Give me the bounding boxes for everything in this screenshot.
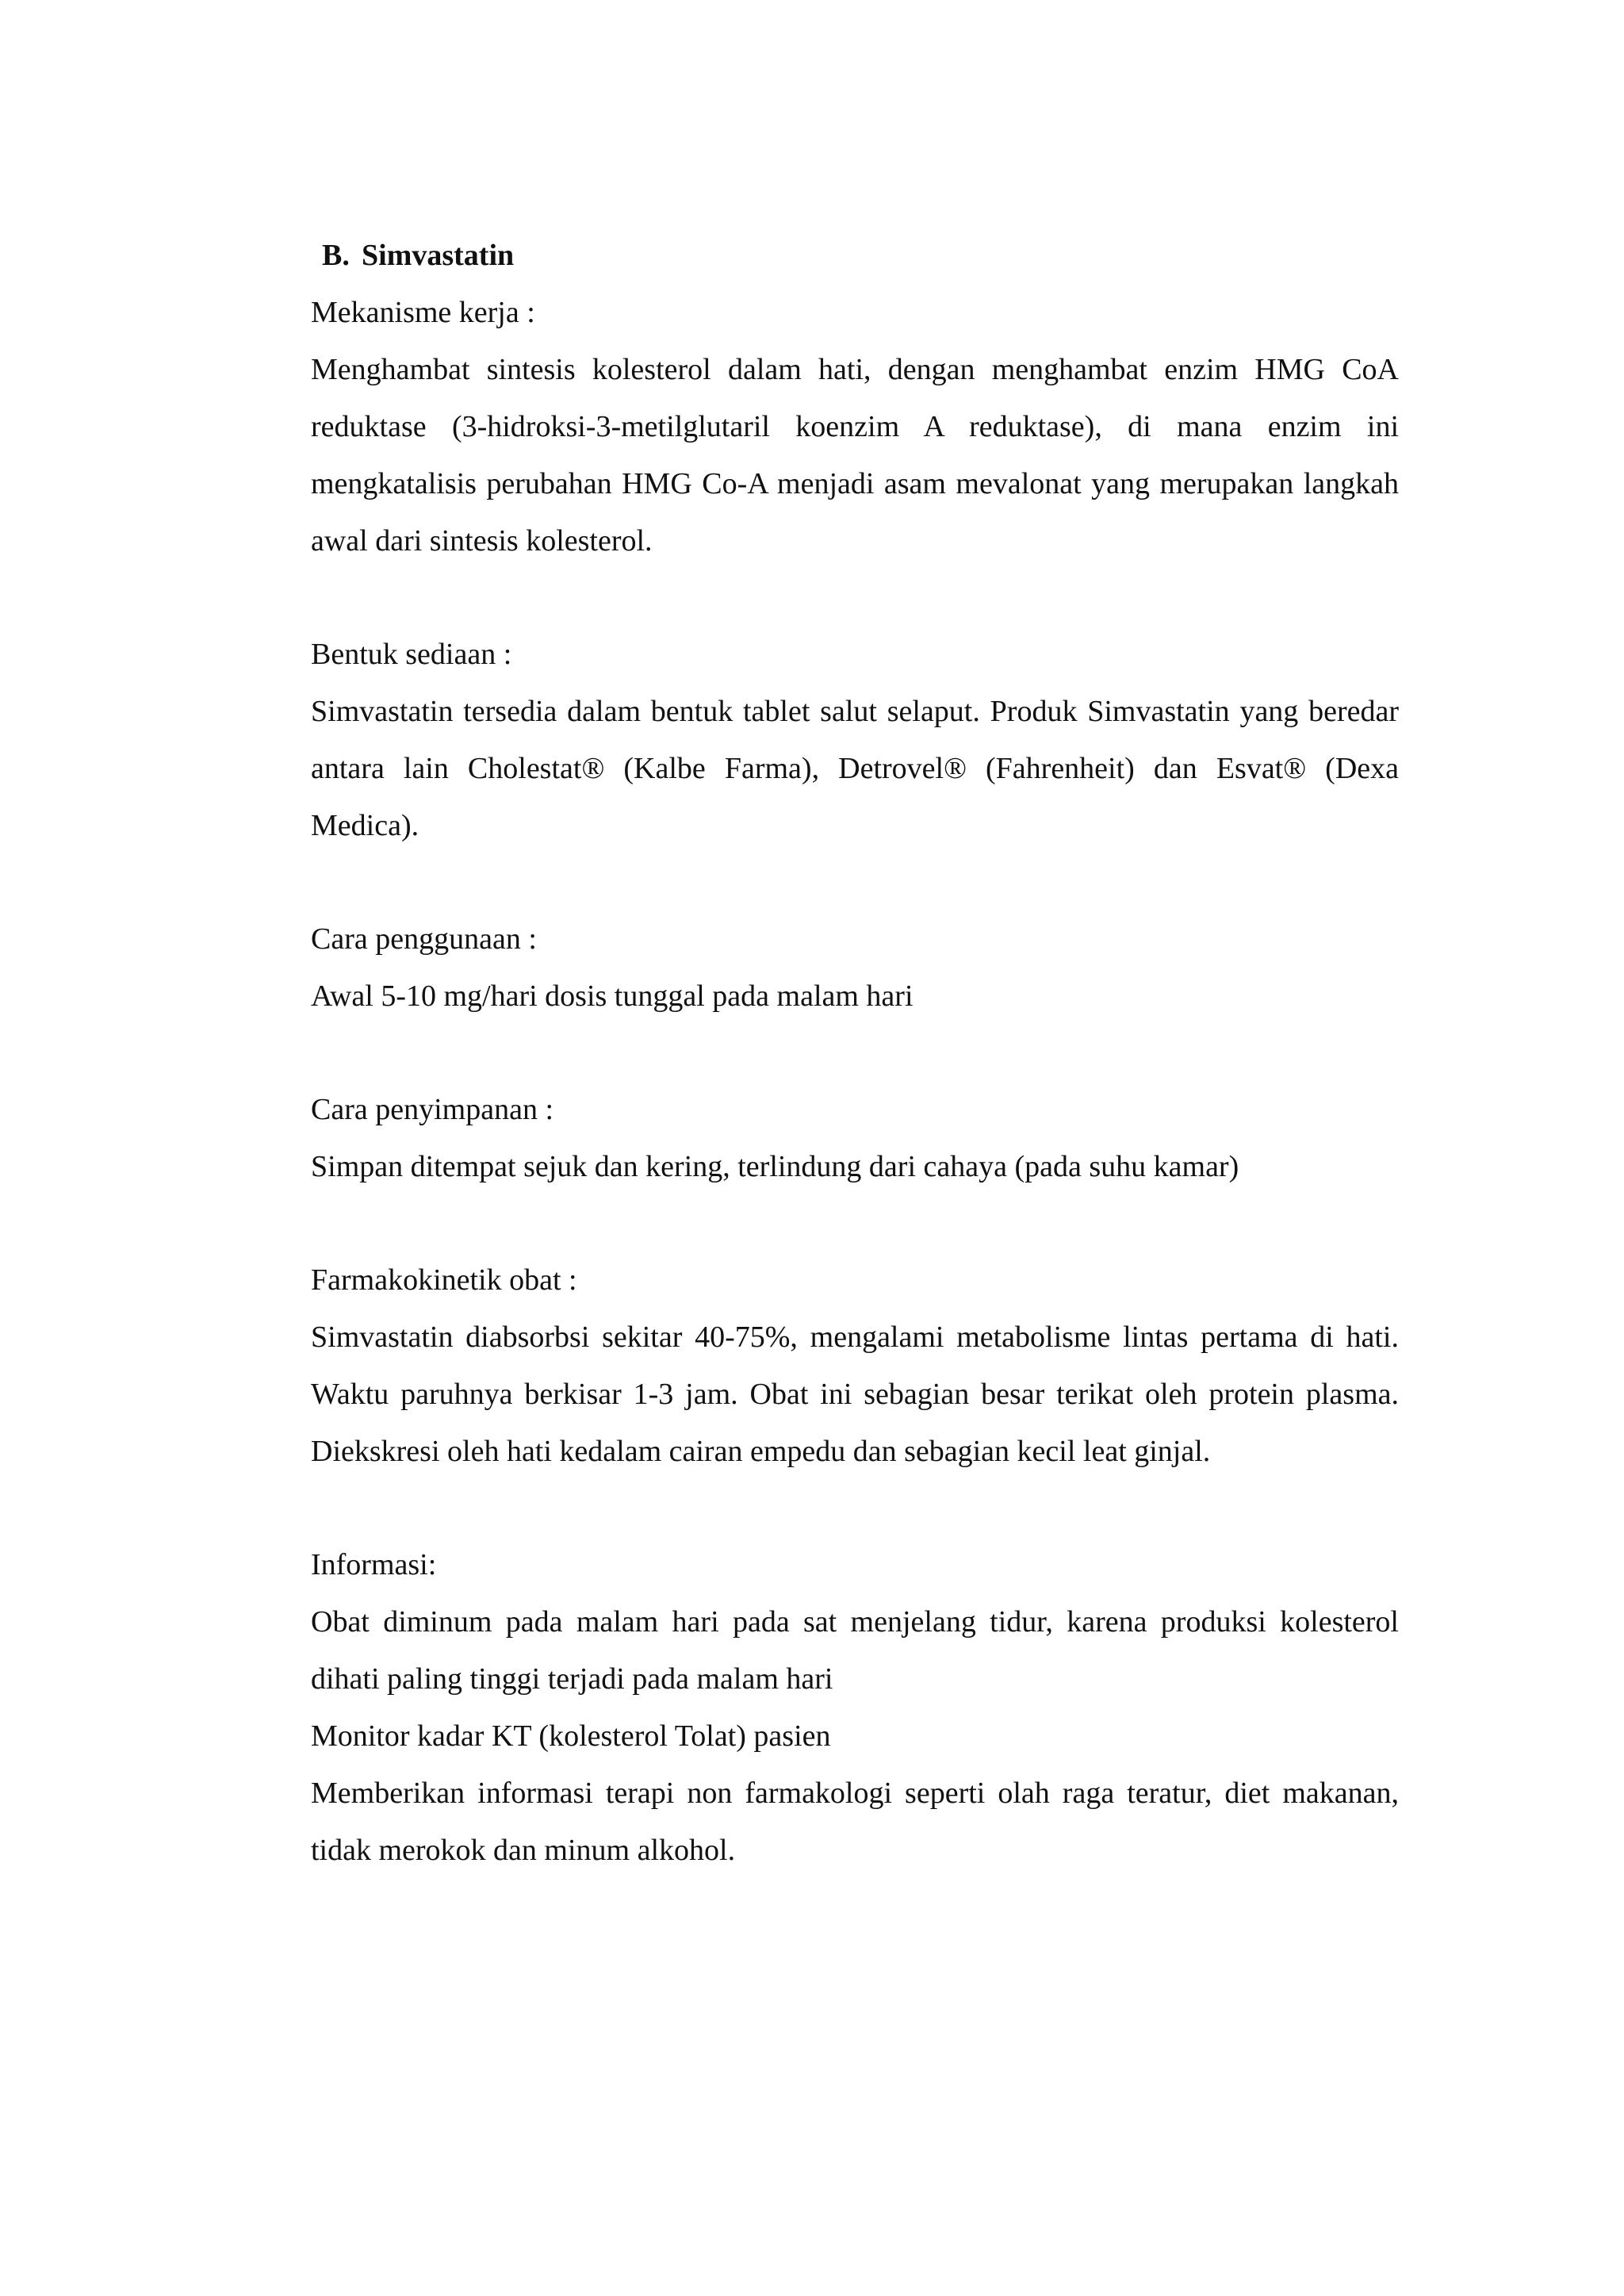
spacer — [311, 569, 1399, 626]
farmakokinetik-text: Simvastatin diabsorbsi sekitar 40-75%, mengalami metabolisme lintas pertama di hati. Waktu paruhnya berkisar 1-3 jam. Obat ini sebagian besar terikat oleh protein plasma. Diekskresi oleh hati kedalam cairan empedu dan sebagian kecil leat ginjal. — [311, 1320, 1399, 1468]
spacer — [311, 1025, 1399, 1081]
document-body — [311, 227, 1399, 1879]
mekanisme-label: Mekanisme kerja : — [311, 296, 535, 329]
sediaan-label: Bentuk sediaan : — [311, 638, 512, 671]
sediaan-text: Simvastatin tersedia dalam bentuk tablet salut selaput. Produk Simvastatin yang beredar antara lain Cholestat® (Kalbe Farma), Detrovel® (Fahrenheit) dan Esvat® (Dexa Medica). — [311, 695, 1399, 842]
spacer — [311, 1195, 1399, 1251]
informasi-item: Monitor kadar KT (kolesterol Tolat) pasien — [311, 1719, 831, 1753]
penyimpanan-label: Cara penyimpanan : — [311, 1093, 554, 1126]
penggunaan-label: Cara penggunaan : — [311, 922, 537, 956]
section-heading — [322, 227, 1399, 284]
section-title: Simvastatin — [362, 239, 515, 272]
section-letter: B. — [322, 239, 350, 272]
informasi-item: Memberikan informasi terapi non farmakologi seperti olah raga teratur, diet makanan, tidak merokok dan minum alkohol. — [311, 1777, 1399, 1867]
spacer — [311, 854, 1399, 910]
penggunaan-text: Awal 5-10 mg/hari dosis tunggal pada malam hari — [311, 979, 914, 1013]
informasi-label: Informasi: — [311, 1548, 437, 1581]
penyimpanan-text: Simpan ditempat sejuk dan kering, terlindung dari cahaya (pada suhu kamar) — [311, 1150, 1239, 1183]
informasi-item: Obat diminum pada malam hari pada sat menjelang tidur, karena produksi kolesterol dihati paling tinggi terjadi pada malam hari — [311, 1605, 1399, 1696]
spacer — [311, 1480, 1399, 1536]
mekanisme-text: Menghambat sintesis kolesterol dalam hati, dengan menghambat enzim HMG CoA reduktase (3-hidroksi-3-metilglutaril koenzim A reduktase), di mana enzim ini mengkatalisis perubahan HMG Co-A menjadi asam mevalonat yang merupakan langkah awal dari sintesis kolesterol. — [311, 353, 1399, 558]
farmakokinetik-label: Farmakokinetik obat : — [311, 1263, 577, 1297]
